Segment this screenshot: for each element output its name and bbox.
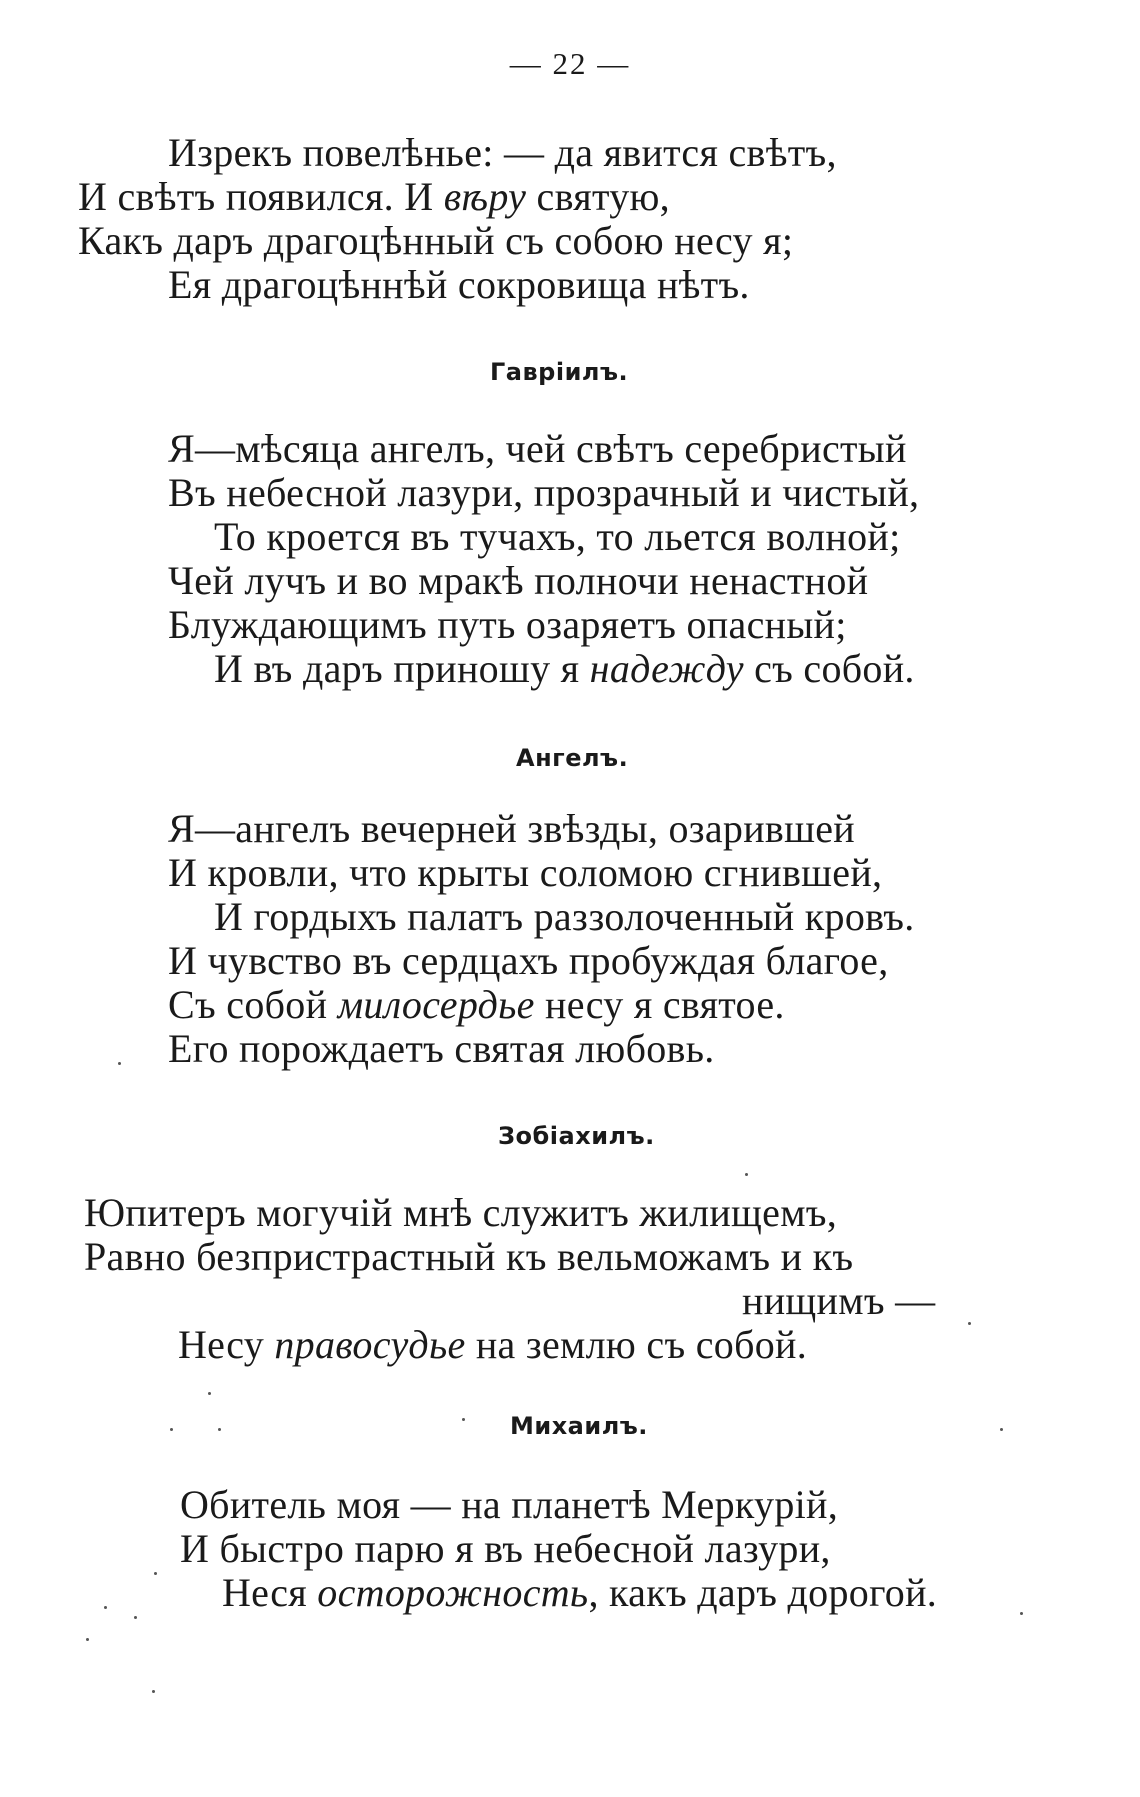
verse-line: Обитель моя — на планетѣ Меркурій, <box>180 1482 839 1527</box>
verse-line: И гордыхъ палатъ раззолоченный кровъ. <box>214 894 915 939</box>
verse-line: Равно безпристрастный къ вельможамъ и къ <box>84 1234 854 1279</box>
scan-speck <box>968 1322 971 1325</box>
scan-speck <box>86 1638 89 1641</box>
emphasis-word: осторожность <box>317 1570 589 1615</box>
speaker-name: Михаилъ. <box>510 1412 648 1440</box>
verse-line: И кровли, что крыты соломою сгнившей, <box>168 850 883 895</box>
verse-line: И быстро парю я въ небесной лазури, <box>180 1526 831 1571</box>
verse-line: Его порождаетъ святая любовь. <box>168 1026 715 1071</box>
speaker-name: Гавріилъ. <box>490 358 629 386</box>
emphasis-word: правосудье <box>274 1322 466 1367</box>
verse-line: И чувство въ сердцахъ пробуждая благое, <box>168 938 889 983</box>
verse-line: Въ небесной лазури, прозрачный и чистый, <box>168 470 920 515</box>
verse-line: И свѣтъ появился. И вѣру святую, <box>78 174 670 219</box>
scan-speck <box>1020 1612 1023 1615</box>
scan-speck <box>462 1418 465 1421</box>
speaker-name: Ангелъ. <box>516 744 629 772</box>
verse-line: Ея драгоцѣннѣй сокровища нѣтъ. <box>168 262 750 307</box>
emphasis-word: вѣру <box>443 174 527 219</box>
scan-speck <box>134 1616 137 1619</box>
scan-speck <box>104 1606 107 1609</box>
verse-line: Съ собой милосердье несу я святое. <box>168 982 785 1027</box>
verse-line: Несу правосудье на землю съ собой. <box>178 1322 808 1367</box>
verse-line: Изрекъ повелѣнье: — да явится свѣтъ, <box>168 130 837 175</box>
verse-line: И въ даръ приношу я надежду съ собой. <box>214 646 915 691</box>
verse-line: То кроется въ тучахъ, то льется волной; <box>214 514 901 559</box>
speaker-name: Зобіахилъ. <box>498 1122 655 1150</box>
scan-speck <box>1000 1428 1003 1431</box>
emphasis-word: милосердье <box>337 982 535 1027</box>
scan-speck <box>118 1062 121 1065</box>
scan-speck <box>208 1392 211 1395</box>
verse-line: Я—ангелъ вечерней звѣзды, озарившей <box>168 806 855 851</box>
verse-line: Какъ даръ драгоцѣнный съ собою несу я; <box>78 218 794 263</box>
scan-speck <box>745 1173 748 1176</box>
scan-speck <box>170 1428 173 1431</box>
scan-speck <box>218 1428 221 1431</box>
scan-speck <box>152 1690 155 1693</box>
scan-speck <box>154 1572 157 1575</box>
verse-line: Блуждающимъ путь озаряетъ опасный; <box>168 602 847 647</box>
verse-line: нищимъ — <box>742 1278 936 1323</box>
verse-line: Юпитеръ могучій мнѣ служитъ жилищемъ, <box>84 1190 838 1235</box>
emphasis-word: надежду <box>589 646 744 691</box>
verse-line: Неся осторожность, какъ даръ дорогой. <box>222 1570 938 1615</box>
verse-line: Чей лучъ и во мракѣ полночи ненастной <box>168 558 869 603</box>
verse-line: Я—мѣсяца ангелъ, чей свѣтъ серебристый <box>168 426 907 471</box>
page-number: — 22 — <box>509 46 631 81</box>
